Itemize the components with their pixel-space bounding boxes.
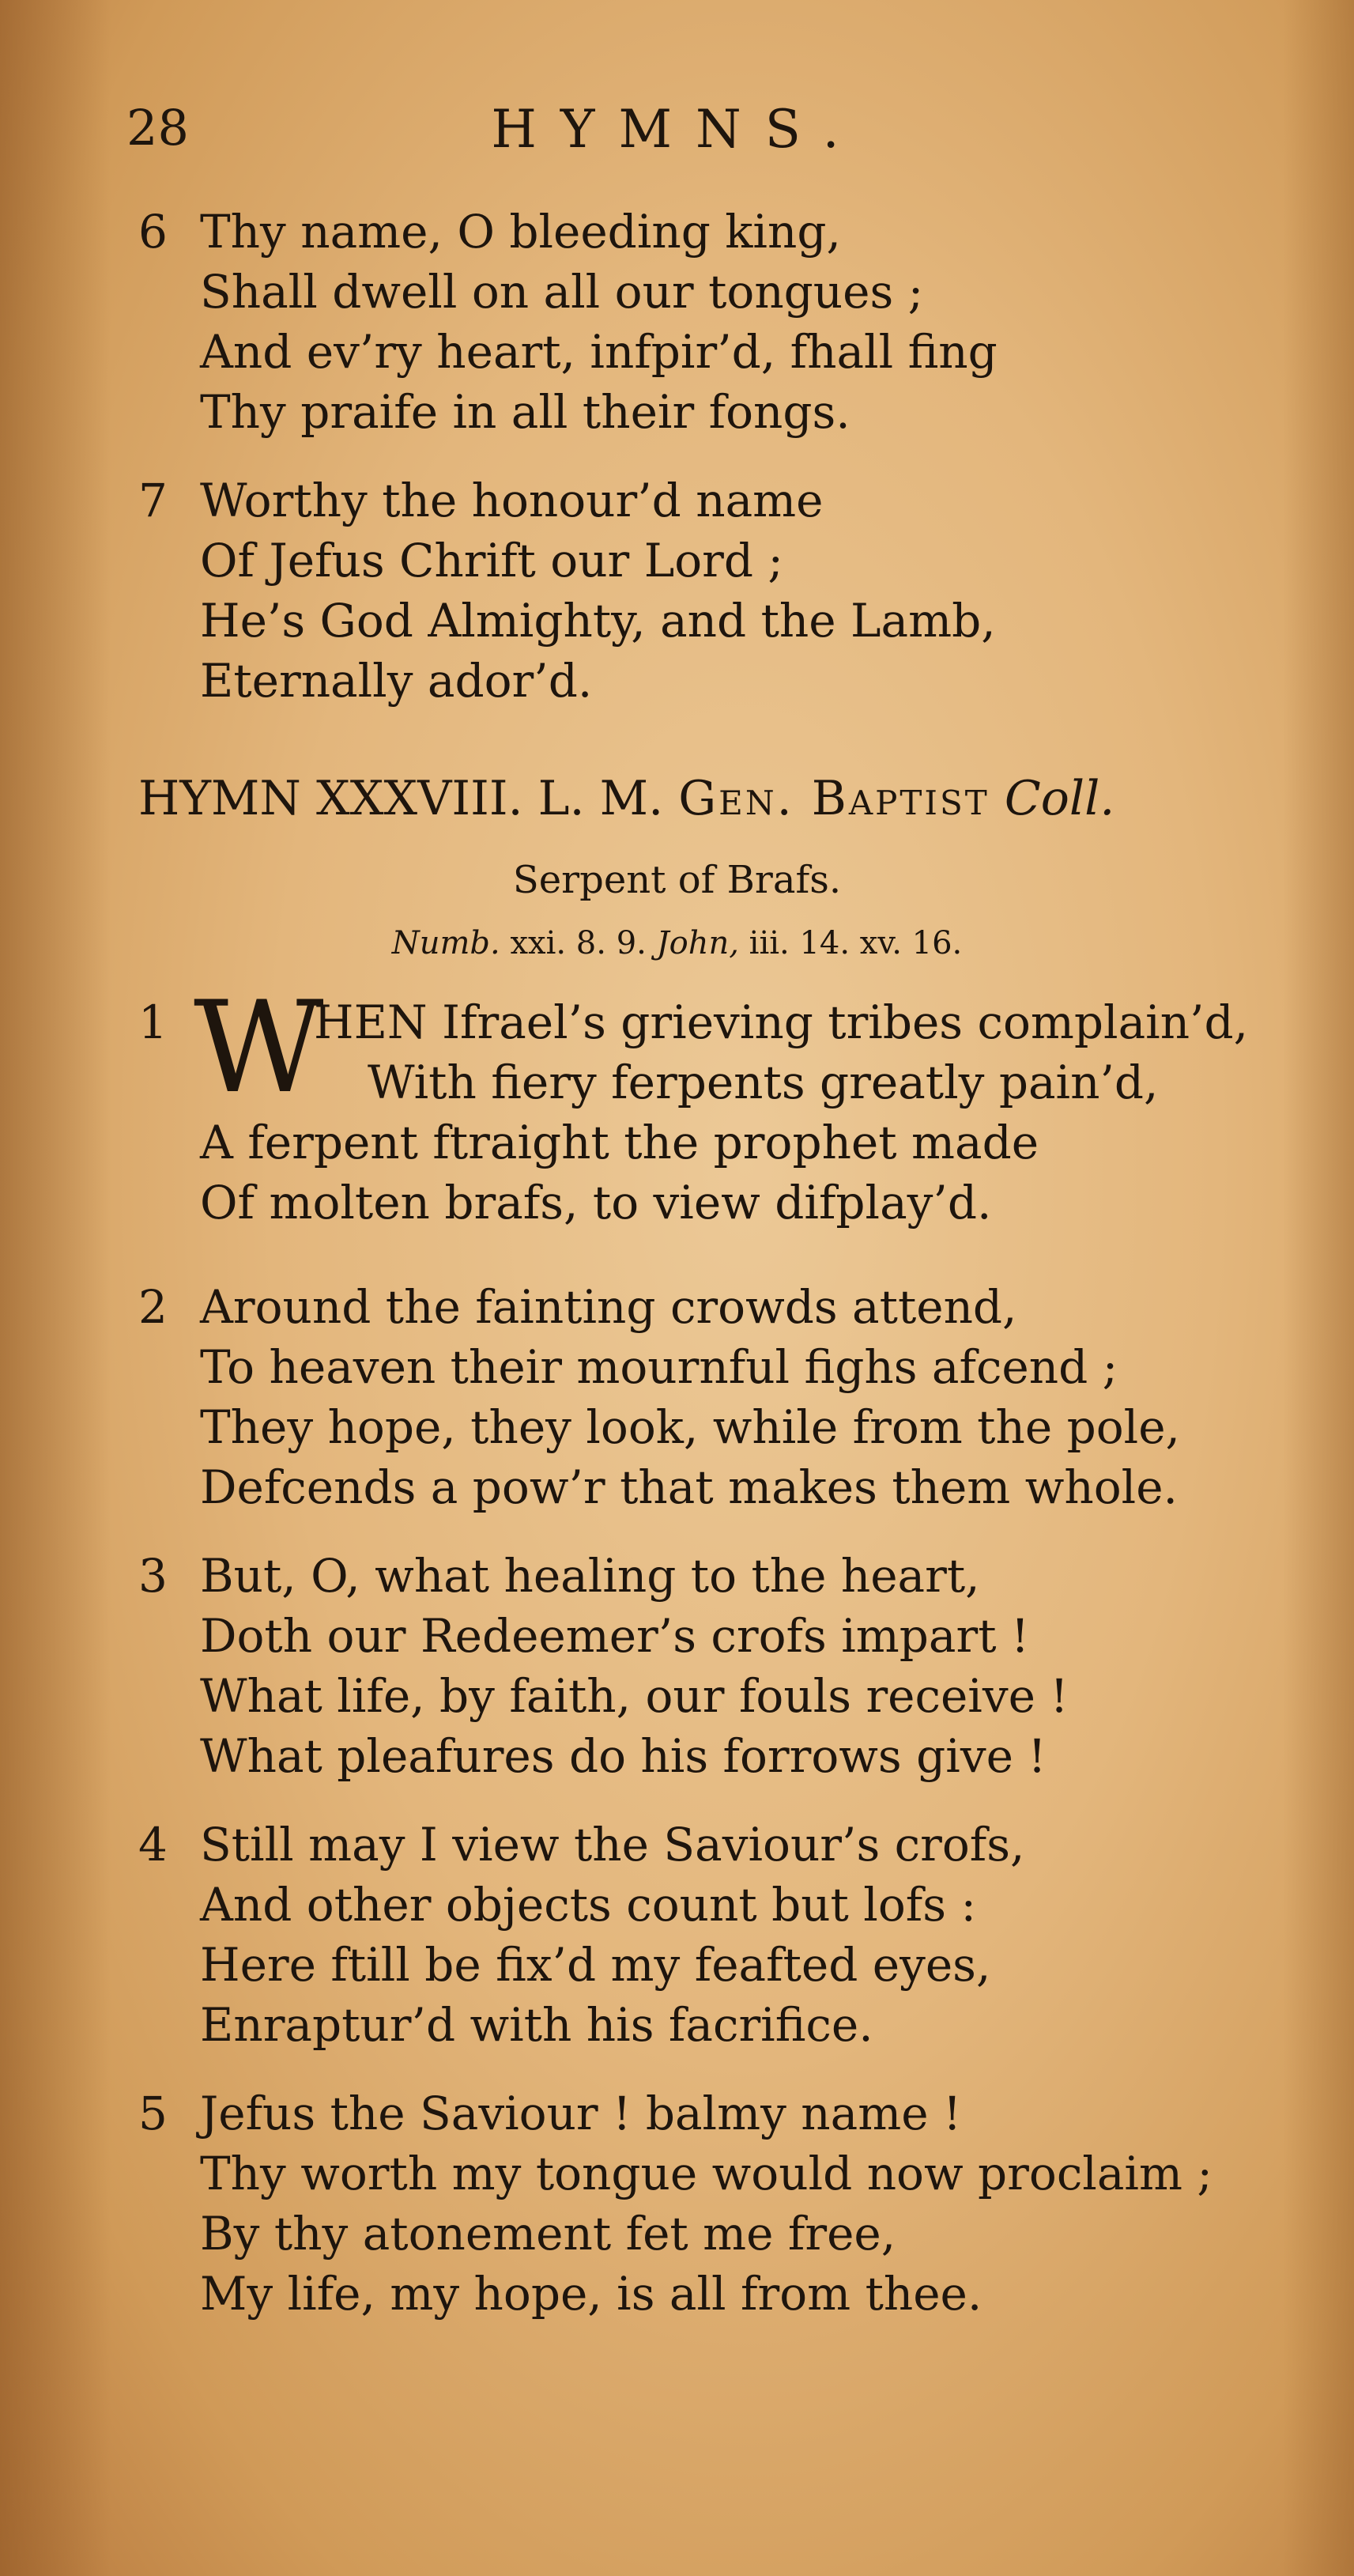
verse-line: Shall dwell on all our tongues ;	[200, 265, 924, 319]
verse-line: Worthy the honour’d name	[200, 474, 824, 527]
verse-6	[138, 202, 1277, 442]
verse-1	[138, 973, 1277, 1233]
hymn-metre: L. M.	[537, 771, 664, 826]
verse-line: Around the fainting crowds attend,	[200, 1280, 1017, 1334]
hymn-source: Gen. Baptist	[678, 771, 990, 826]
verse-number: 5	[138, 2087, 168, 2140]
verse-line: What life, by faith, our fouls receive !	[200, 1669, 1069, 1723]
verse-line: My life, my hope, is all from thee.	[200, 2267, 982, 2321]
hymn-number: HYMN XXXVIII.	[138, 771, 523, 826]
verse-line: And other objects count but lofs :	[200, 1878, 976, 1932]
verse-line: Jefus the Saviour ! balmy name !	[200, 2087, 962, 2140]
verse-line: He’s God Almighty, and the Lamb,	[200, 594, 996, 648]
verse-line: HEN Ifrael’s grieving tribes complain’d,	[314, 995, 1249, 1049]
verse-line: Eternally ador’d.	[200, 654, 593, 708]
verse-line: Enraptur’d with his facrifice.	[200, 1998, 873, 2052]
verse-line: Here ftill be fix’d my feafted eyes,	[200, 1938, 991, 1992]
verse-5	[138, 2083, 1277, 2324]
page-header	[0, 99, 1354, 162]
verse-number: 6	[138, 205, 168, 259]
verse-line: By thy atonement fet me free,	[200, 2207, 896, 2261]
hymn-heading	[138, 771, 1277, 826]
verse-line: Thy praife in all their fongs.	[200, 385, 850, 439]
verse-line: Defcends a pow’r that makes them whole.	[200, 1460, 1178, 1514]
verse-number: 1	[138, 995, 168, 1049]
verse-number: 4	[138, 1818, 168, 1872]
verse-line: A ferpent ftraight the prophet made	[200, 1116, 1039, 1169]
scripture-book: Numb.	[391, 925, 500, 961]
verse-3	[138, 1546, 1277, 1786]
running-title: HYMNS.	[491, 99, 863, 160]
verse-line: They hope, they look, while from the pole,	[200, 1400, 1180, 1454]
verse-line: But, O, what healing to the heart,	[200, 1549, 980, 1603]
verse-2	[138, 1277, 1277, 1517]
scripture-ref: iii. 14. xv. 16.	[749, 925, 963, 961]
verse-line: What pleafures do his forrows give !	[200, 1729, 1047, 1783]
verse-line: Thy worth my tongue would now proclaim ;	[200, 2147, 1213, 2200]
verse-number: 7	[138, 474, 168, 527]
verse-line: Of molten brafs, to view difplay’d.	[200, 1176, 992, 1229]
verse-line: And ev’ry heart, infpir’d, fhall fing	[200, 325, 998, 379]
hymn-source-abbrev: Coll.	[1004, 771, 1115, 826]
verse-line: With fiery ferpents greatly pain’d,	[368, 1056, 1159, 1109]
verse-line: Doth our Redeemer’s crofs impart !	[200, 1609, 1030, 1663]
verse-line: Thy name, O bleeding king,	[200, 205, 841, 259]
verse-line: Of Jefus Chrift our Lord ;	[200, 534, 783, 587]
scripture-book: John,	[656, 925, 739, 961]
page-number: 28	[126, 99, 189, 157]
scripture-ref: xxi. 8. 9.	[510, 925, 647, 961]
verse-line: To heaven their mournful fighs afcend ;	[200, 1340, 1118, 1394]
drop-cap: W	[194, 973, 324, 1121]
hymn-subtitle: Serpent of Brafs.	[512, 858, 842, 902]
verse-number: 3	[138, 1549, 168, 1603]
verse-line: Still may I view the Saviour’s crofs,	[200, 1818, 1025, 1872]
verse-number: 2	[138, 1280, 168, 1334]
scripture-reference	[0, 925, 1354, 961]
verse-4	[138, 1815, 1277, 2055]
verse-7	[138, 470, 1277, 711]
